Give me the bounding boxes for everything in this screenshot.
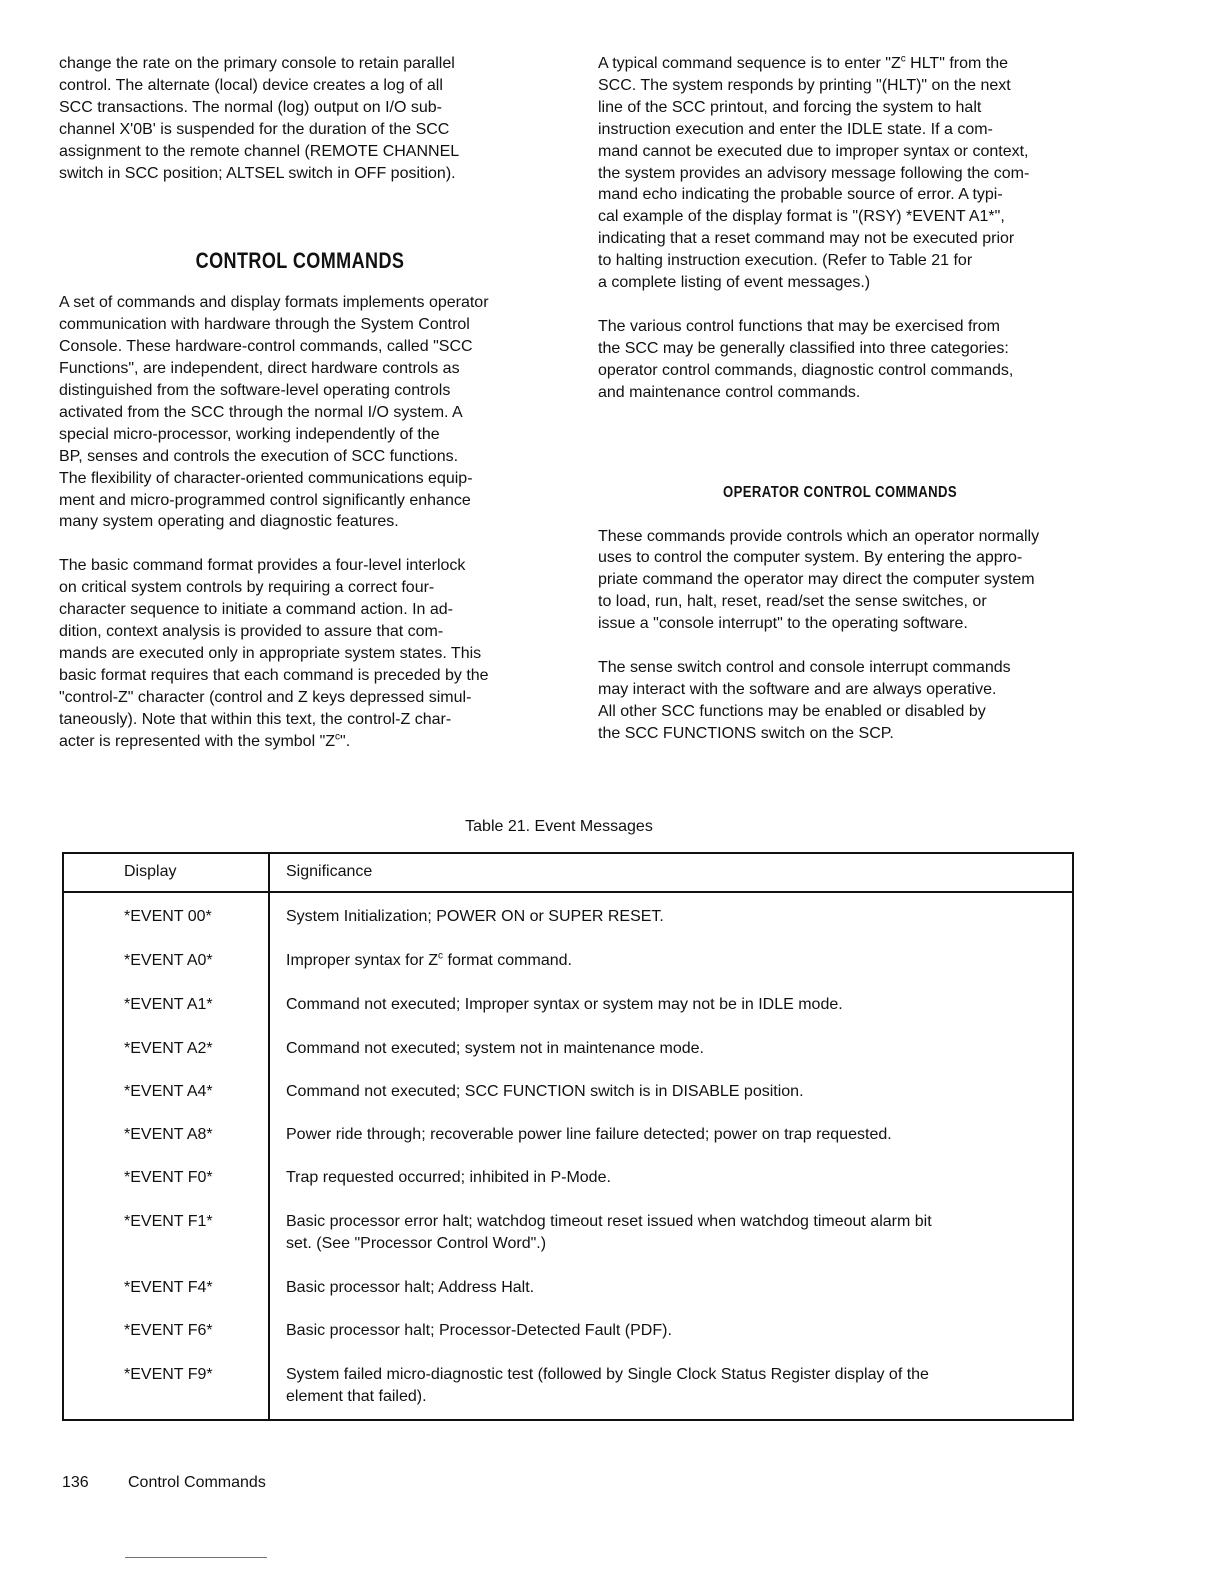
paragraph-command-format: The basic command format provides a four-level interlock on critical system controls by requiring a correct four- character sequence to initiate a command action. In ad- dition, context analysis is provided to assure that com- mands are executed only in appropriate system states. This basic format requires that each command is preceded by the "control-Z" character (control and Z keys depressed simul- taneously). Note that within this text, the control-Z char- acter is represented with the symbol "$Z^c$".	[59, 557, 489, 750]
paragraph-operator-commands: These commands provide controls which an operator normally uses to control the computer system. By entering the appro- priate command the operator may direct the computer system to load, run, halt, reset, read/set the sense switches, or issue a "console interrupt" to the operating software.	[598, 527, 1040, 633]
section-heading-operator-control-commands: OPERATOR CONTROL COMMANDS	[722, 483, 958, 501]
event-significance: Trap requested occurred; inhibited in P-Mode.	[286, 1169, 611, 1186]
event-significance: Command not executed; SCC FUNCTION switch is in DISABLE position.	[286, 1083, 804, 1100]
event-significance: System failed micro-diagnostic test (followed by Single Clock Status Register display of the element that failed).	[286, 1366, 929, 1405]
page-number: 136	[62, 1474, 89, 1491]
event-significance: Power ride through; recoverable power line failure detected; power on trap requested.	[286, 1126, 892, 1143]
event-code: *EVENT F4*	[124, 1279, 213, 1296]
right-column	[598, 53, 1082, 745]
footer-rule	[125, 1557, 267, 1558]
table-header-significance: Significance	[286, 863, 373, 880]
table-column-divider	[268, 854, 270, 1419]
paragraph-control-categories: The various control functions that may be exercised from the SCC may be generally classified into three categories: operator control commands, diagnostic control commands, and maintenance control commands.	[598, 317, 1014, 401]
event-code: *EVENT 00*	[124, 908, 212, 925]
table-header-divider	[64, 891, 1072, 893]
paragraph-command-set: A set of commands and display formats implements operator communication with hardware through the System Control Console. These hardware-control commands, called "SCC Functions", are independent, direct hardware controls as distinguished from the software-level operating controls activated from the SCC through the normal I/O system. A special micro-processor, working independently of the BP, senses and controls the execution of SCC functions. The flexibility of character-oriented communications equip- ment and micro-programmed control significantly enhance many system operating and diagnostic features.	[59, 294, 489, 531]
event-significance: Basic processor halt; Address Halt.	[286, 1279, 535, 1296]
event-significance: Basic processor error halt; watchdog timeout reset issued when watchdog timeout alarm bit set. (See "Processor Control Word".)	[286, 1213, 932, 1252]
event-code: *EVENT F6*	[124, 1322, 213, 1339]
table-caption: Table 21. Event Messages	[465, 818, 653, 835]
event-significance: System Initialization; POWER ON or SUPER RESET.	[286, 908, 664, 925]
table-header-display: Display	[124, 863, 177, 880]
event-significance: Command not executed; Improper syntax or system may not be in IDLE mode.	[286, 996, 843, 1013]
paragraph-parallel-control: change the rate on the primary console to retain parallel control. The alternate (local) device creates a log of all SCC transactions. The normal (log) output on I/O sub- channel X'0B' is suspended for the duration of the SCC assignment to the remote channel (REMOTE CHANNEL switch in SCC position; ALTSEL switch in OFF position).	[59, 55, 460, 182]
event-code: *EVENT A0*	[124, 952, 213, 969]
page-footer	[62, 1474, 266, 1492]
event-code: *EVENT A8*	[124, 1126, 213, 1143]
footer-section-title: Control Commands	[128, 1474, 266, 1491]
event-code: *EVENT F0*	[124, 1169, 213, 1186]
event-code: *EVENT F9*	[124, 1366, 213, 1383]
event-significance: Improper syntax for $Z^c$ format command.	[286, 950, 572, 969]
event-significance: Command not executed; system not in maintenance mode.	[286, 1040, 704, 1057]
event-significance: Basic processor halt; Processor-Detected Fault (PDF).	[286, 1322, 672, 1339]
paragraph-command-sequence: A typical command sequence is to enter "$Z^c$ HLT" from the SCC. The system responds by printing "(HLT)" on the next line of the SCC printout, and forcing the system to halt instruction execution and enter the IDLE state. If a com- mand cannot be executed due to improper syntax or context, the system provides an advisory message following the com- mand echo indicating the probable source of error. A typi- cal example of the display format is "(RSY) *EVENT A1*", indicating that a reset command may not be executed prior to halting instruction execution. (Refer to Table 21 for a complete listing of event messages.)	[598, 53, 1030, 292]
event-code: *EVENT A1*	[124, 996, 213, 1013]
event-code: *EVENT A4*	[124, 1083, 213, 1100]
event-messages-table	[62, 852, 1074, 1421]
event-code: *EVENT F1*	[124, 1213, 213, 1230]
event-code: *EVENT A2*	[124, 1040, 213, 1057]
paragraph-sense-switch: The sense switch control and console interrupt commands may interact with the software and are always operative. All other SCC functions may be enabled or disabled by the SCC FUNCTIONS switch on the SCP.	[598, 659, 1011, 742]
section-heading-control-commands: CONTROL COMMANDS	[195, 248, 405, 274]
left-column	[59, 53, 541, 752]
